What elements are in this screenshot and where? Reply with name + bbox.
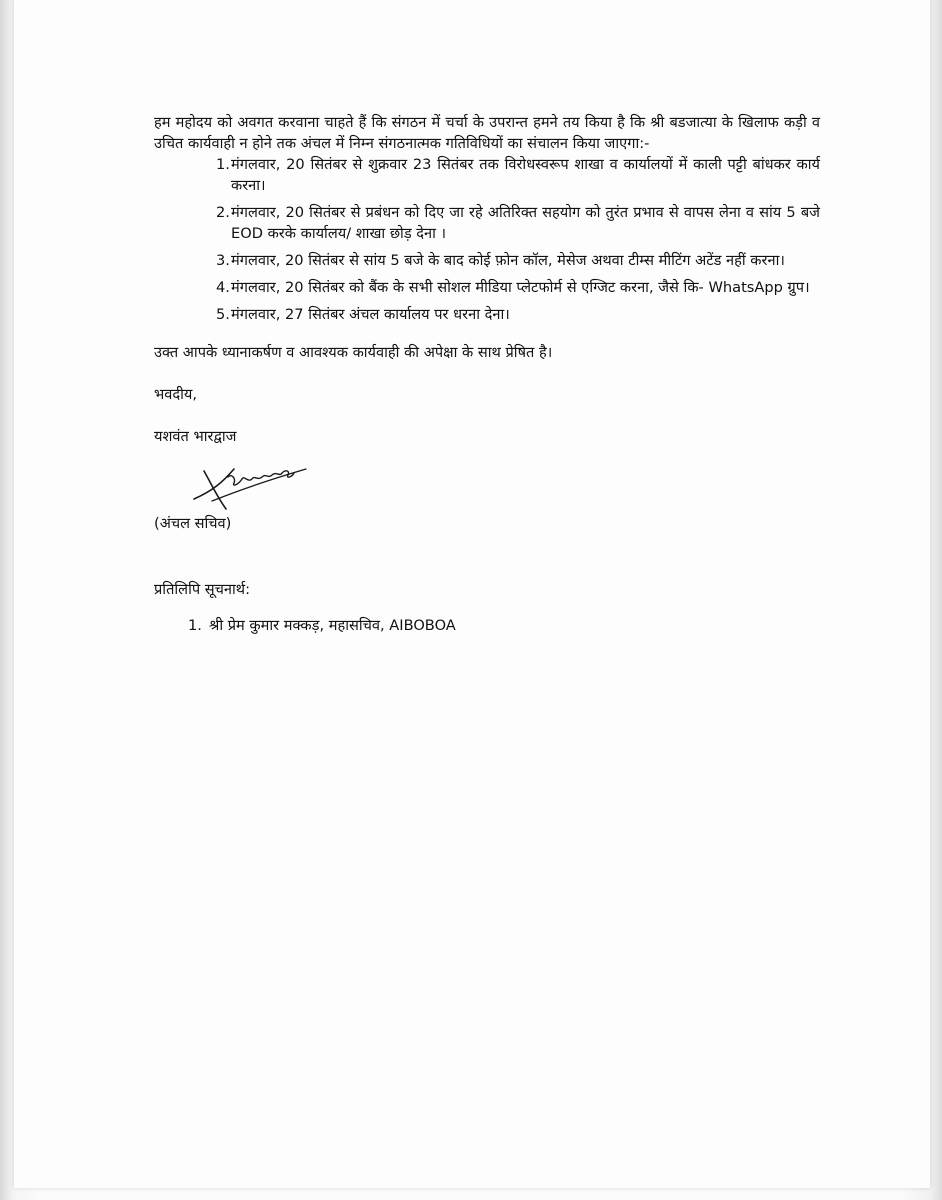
list-number: 1. [188,617,202,634]
list-item [154,304,820,325]
action-points-list [154,154,820,325]
handwritten-signature [182,455,312,513]
list-item-text: मंगलवार, 20 सितंबर से सांय 5 बजे के बाद कोई फ़ोन कॉल, मेसेज अथवा टीम्स मीटिंग अटेंड नहीं करना। [231,252,785,269]
copy-to-heading: प्रतिलिपि सूचनार्थ: [154,581,251,598]
list-number: 3. [216,252,230,269]
document-page [14,0,930,1188]
salutation: भवदीय, [154,386,198,403]
list-item-text: मंगलवार, 20 सितंबर से शुक्रवार 23 सितंबर तक विरोधस्वरूप शाखा व कार्यालयों में काली पट्टी बांधकर कार्य करना। [231,156,820,194]
list-item [154,154,820,196]
list-item-text: मंगलवार, 20 सितंबर को बैंक के सभी सोशल मीडिया प्लेटफोर्म से एग्जिट करना, जैसे कि- WhatsApp ग्रुप। [231,279,810,296]
list-number: 4. [216,279,230,296]
signer-name: यशवंत भारद्वाज [154,428,237,445]
list-item [154,277,820,298]
list-item [154,202,820,244]
list-item [154,615,820,636]
signer-designation: (अंचल सचिव) [154,515,232,532]
list-number: 2. [216,204,230,221]
letter-body [154,112,820,636]
list-number: 5. [216,306,230,323]
intro-paragraph: हम महोदय को अवगत करवाना चाहते हैं कि संगठन में चर्चा के उपरान्त हमने तय किया है कि श्री बडजात्या के खिलाफ कड़ी व उचित कार्यवाही न होने तक अंचल में निम्न संगठनात्मक गतिविधियों का संचालन किया जाएगा:- [154,114,820,152]
copy-recipient: श्री प्रेम कुमार मक्कड़, महासचिव, AIBOBOA [209,617,456,634]
closing-paragraph: उक्त आपके ध्यानाकर्षण व आवश्यक कार्यवाही की अपेक्षा के साथ प्रेषित है। [154,344,553,361]
list-item-text: मंगलवार, 20 सितंबर से प्रबंधन को दिए जा रहे अतिरिक्त सहयोग को तुरंत प्रभाव से वापस लेना व सांय 5 बजे EOD करके कार्यालय/ शाखा छोड़ देना । [231,204,820,242]
list-item-text: मंगलवार, 27 सितंबर अंचल कार्यालय पर धरना देना। [231,306,510,323]
list-number: 1. [216,156,230,173]
list-item [154,250,820,271]
